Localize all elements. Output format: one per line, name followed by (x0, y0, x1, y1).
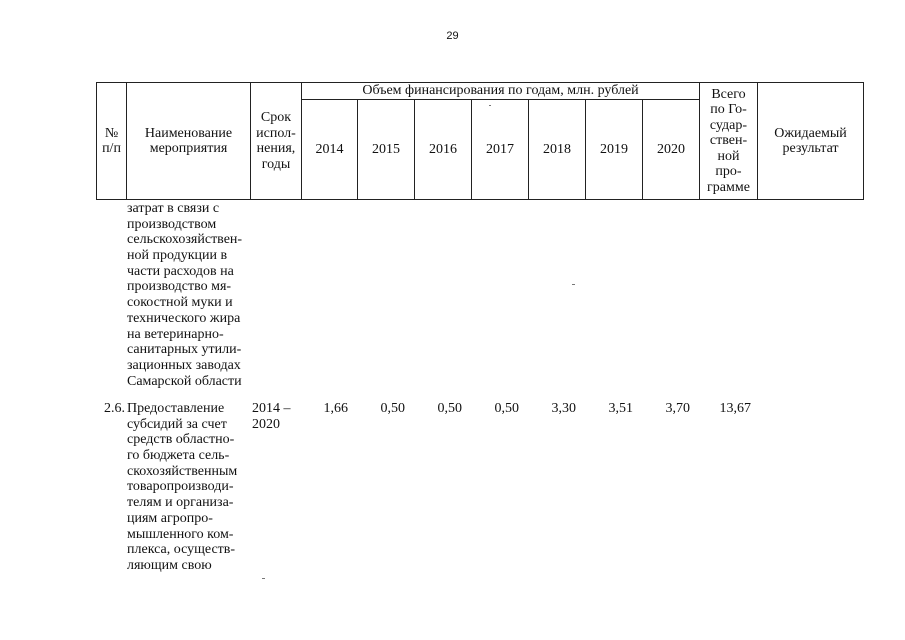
header-total-line-4: ствен- (709, 133, 748, 149)
continuation-line: Самарской области (127, 373, 242, 389)
continuation-line: сельскохозяйствен- (127, 232, 243, 248)
header-total-line-6: про- (715, 164, 742, 180)
row-name-line: го бюджета сель- (127, 448, 230, 464)
header-total (700, 83, 757, 199)
continuation-line: производством (127, 216, 217, 232)
row-term-line: 2014 – (252, 401, 291, 416)
row-name-line: плекса, осуществ- (127, 542, 236, 558)
header-name-line-1: Наименование (144, 125, 233, 141)
header-term-line-1: Срок (260, 110, 292, 125)
header-total-line-1: Всего (711, 87, 746, 103)
header-term-line-3: нения, (256, 141, 296, 156)
continuation-text (127, 201, 248, 389)
header-year-2020: 2020 (657, 141, 685, 157)
header-number (97, 83, 126, 199)
continuation-line: части расходов на (127, 263, 234, 279)
row-name (127, 401, 248, 574)
value-2015: 0,50 (380, 401, 405, 416)
value-2017: 0,50 (494, 401, 519, 416)
continuation-line: затрат в связи с (127, 201, 220, 216)
scan-speck (262, 578, 265, 579)
value-2019: 3,51 (608, 401, 633, 416)
header-number-line-1: № (104, 125, 119, 141)
continuation-line: производство мя- (127, 279, 232, 295)
header-result (758, 83, 863, 199)
header-result-line-1: Ожидаемый (774, 125, 847, 141)
header-year-2016: 2016 (429, 141, 457, 157)
scan-speck (572, 284, 575, 285)
header-name-line-2: мероприятия (149, 141, 228, 156)
row-number: 2.6. (104, 401, 125, 416)
header-name (127, 83, 250, 199)
header-term-line-2: испол- (256, 125, 296, 141)
row-name-line: товаропроизводи- (127, 479, 234, 495)
row-term-line: 2020 (252, 416, 280, 432)
header-year-2015: 2015 (372, 141, 400, 157)
header-total-line-7: грамме (707, 179, 750, 195)
header-result-line-2: результат (782, 141, 839, 156)
row-name-line: Предоставление (127, 401, 225, 416)
continuation-line: санитарных утили- (127, 342, 242, 358)
header-number-line-2: п/п (102, 141, 121, 156)
header-year-2018: 2018 (543, 141, 571, 157)
row-name-line: средств областно- (127, 432, 235, 448)
header-total-line-2: по Го- (710, 102, 747, 118)
header-year-2014: 2014 (315, 141, 344, 157)
header-funding-group: Объем финансирования по годам, млн. рублей (362, 83, 639, 99)
row-name-line: скохозяйственным (127, 463, 238, 479)
header-total-line-5: ной (717, 148, 740, 164)
continuation-line: зационных заводах (127, 357, 241, 373)
row-name-line: субсидий за счет (127, 416, 227, 432)
continuation-line: ной продукции в (127, 248, 228, 264)
row-name-line: циям агропро- (127, 510, 213, 526)
continuation-line: сокостной муки и (127, 295, 233, 311)
value-2020: 3,70 (665, 401, 690, 416)
continuation-line: технического жира (127, 310, 241, 326)
row-name-line: ляющим свою (127, 557, 212, 573)
page-number: 29 (446, 30, 459, 42)
header-total-line-3: судар- (709, 117, 748, 133)
header-term-line-4: годы (261, 156, 291, 172)
scan-speck (489, 105, 491, 106)
value-2014: 1,66 (323, 401, 348, 416)
header-term (251, 83, 301, 199)
value-total: 13,67 (719, 401, 751, 416)
value-2016: 0,50 (437, 401, 462, 416)
row-term (252, 401, 302, 432)
value-2018: 3,30 (551, 401, 576, 416)
header-year-2017: 2017 (486, 141, 514, 157)
continuation-line: на ветеринарно- (127, 326, 224, 342)
row-name-line: мышленного ком- (127, 526, 234, 542)
row-name-line: телям и организа- (127, 495, 234, 511)
header-year-2019: 2019 (600, 141, 628, 157)
